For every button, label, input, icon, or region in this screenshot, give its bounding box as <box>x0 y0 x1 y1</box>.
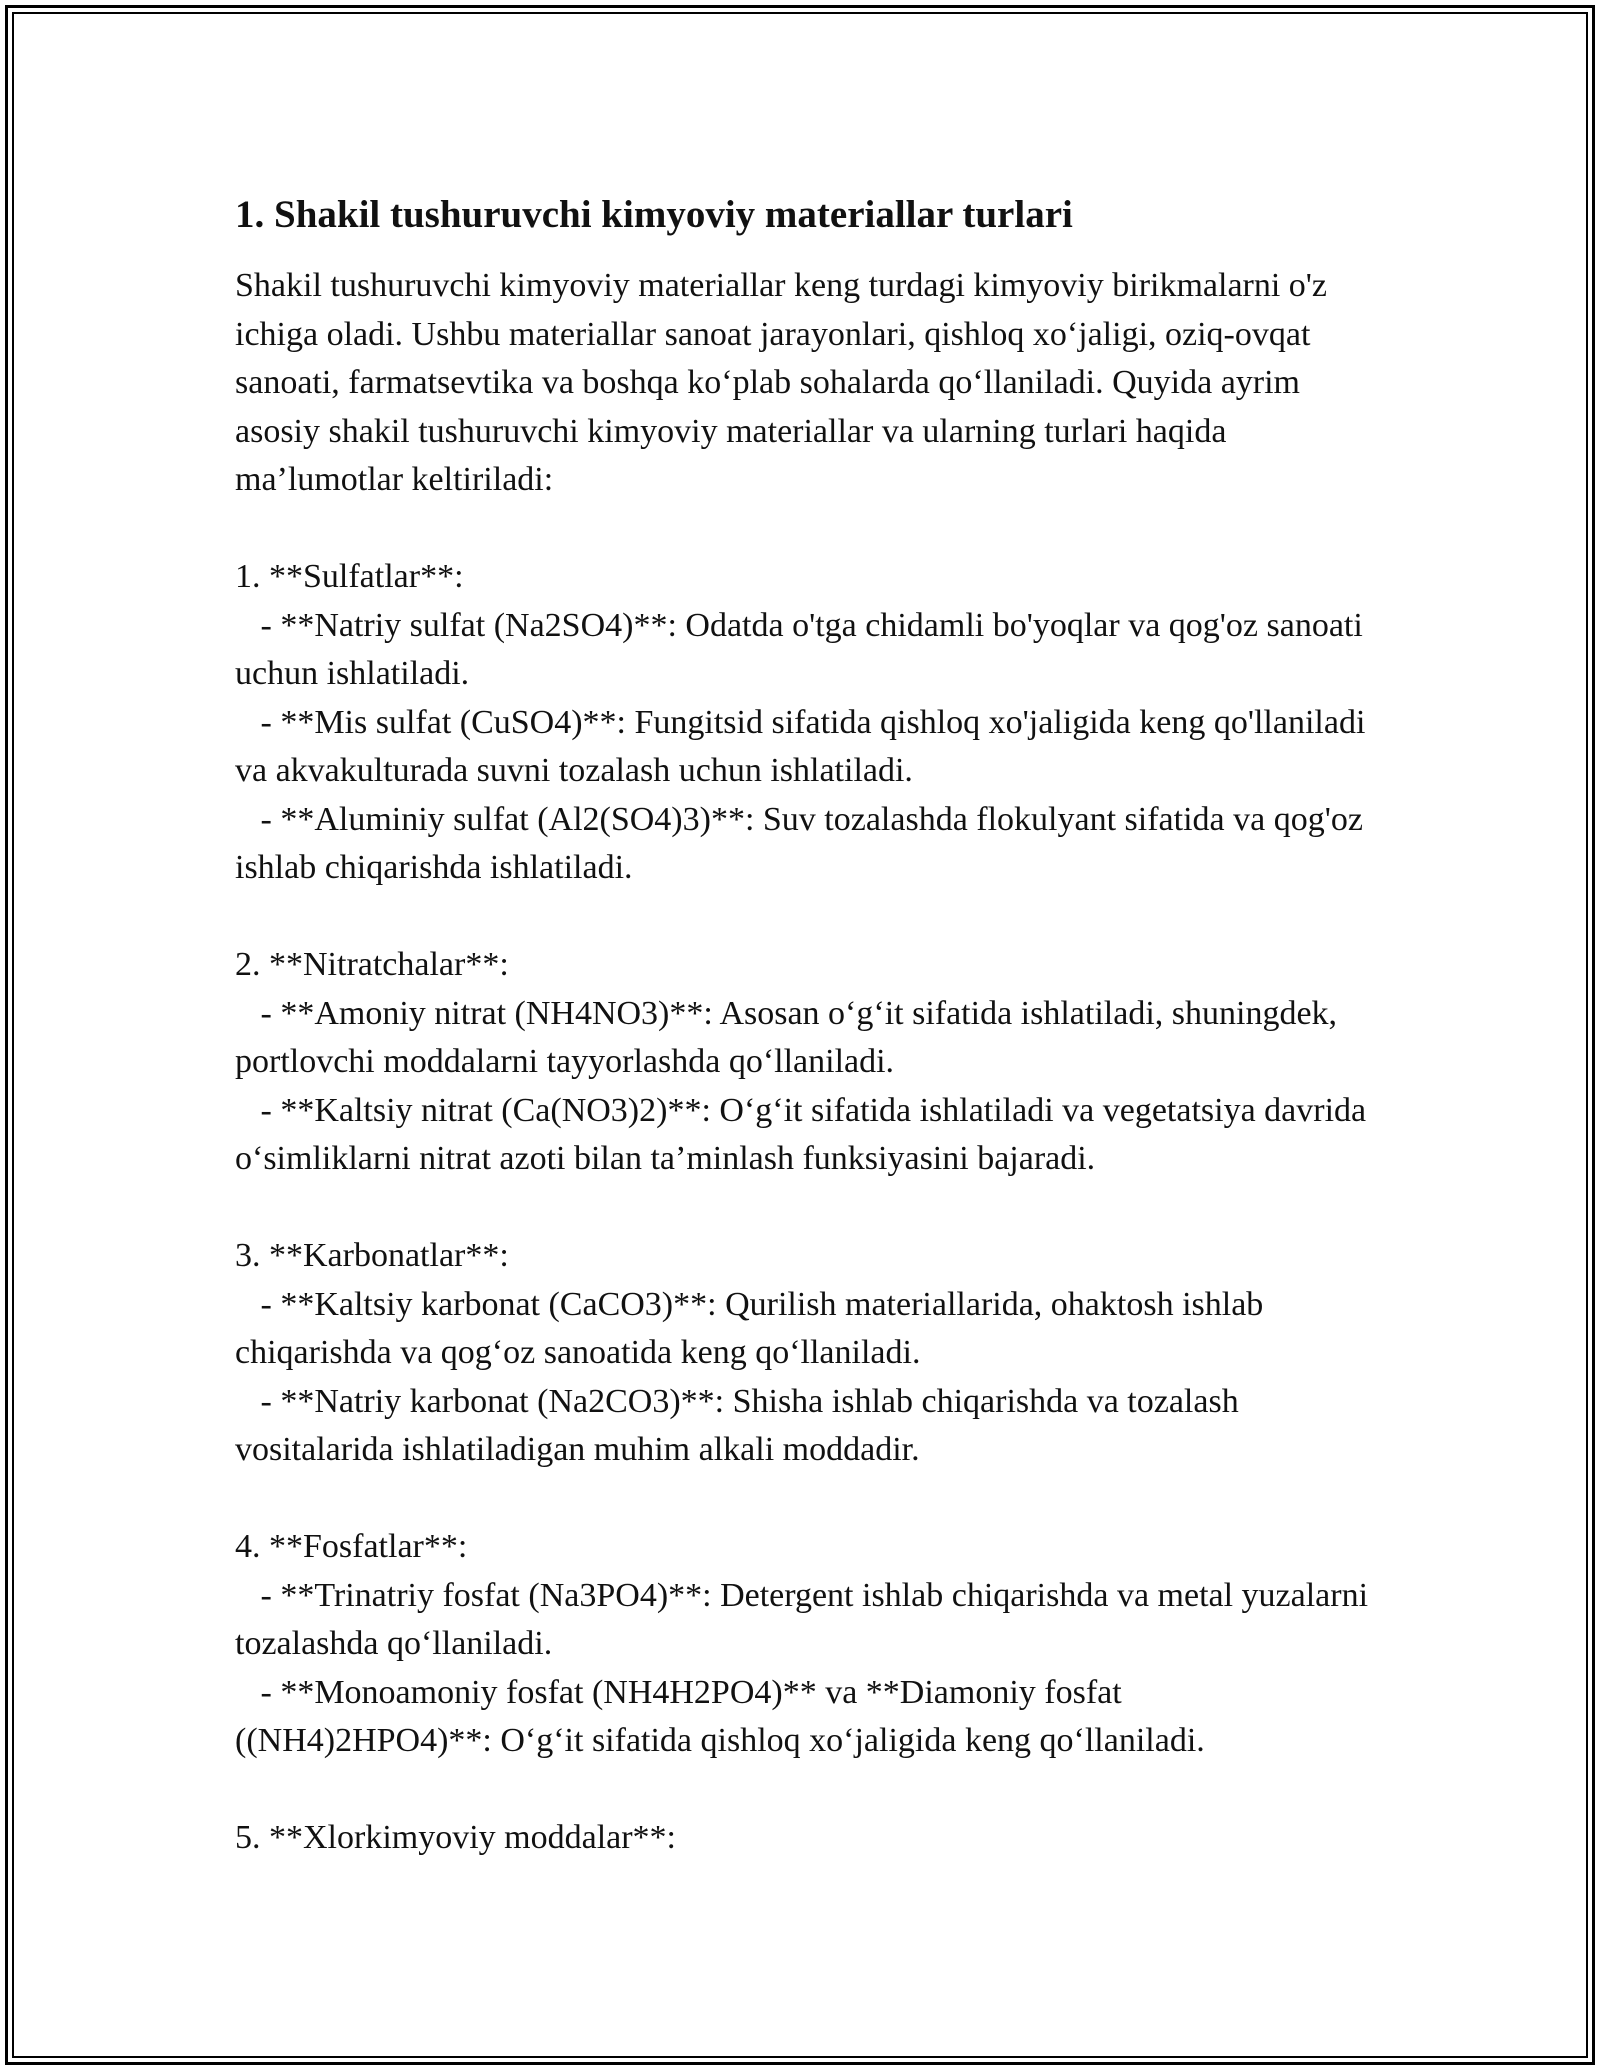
document-title: 1. Shakil tushuruvchi kimyoviy materiallar turlari <box>235 193 1073 236</box>
document-page <box>235 190 1385 1863</box>
document-body: Shakil tushuruvchi kimyoviy materiallar keng turdagi kimyoviy birikmalarni o'z ichiga oladi. Ushbu materiallar sanoat jarayonlari, qishloq xo‘jaligi, oziq-ovqat sanoati, farmatsevtika va boshqa ko‘plab sohalarda qo‘llaniladi. Quyida ayrim asosiy shakil tushuruvchi kimyoviy materiallar va ularning turlari haqida ma’lumotlar keltiriladi: 1. **Sulfatlar**: - **Natriy sulfat (Na2SO4)**: Odatda o'tga chidamli bo'yoqlar va qog'oz sanoati uchun ishlatiladi. - **Mis sulfat (CuSO4)**: Fungitsid sifatida qishloq xo'jaligida keng qo'llaniladi va akvakulturada suvni tozalash uchun ishlatiladi. - **Aluminiy sulfat (Al2(SO4)3)**: Suv tozalashda flokulyant sifatida va qog'oz ishlab chiqarishda ishlatiladi. 2. **Nitratchalar**: - **Amoniy nitrat (NH4NO3)**: Asosan o‘g‘it sifatida ishlatiladi, shuningdek, portlovchi moddalarni tayyorlashda qo‘llaniladi. - **Kaltsiy nitrat (Ca(NO3)2)**: O‘g‘it sifatida ishlatiladi va vegetatsiya davrida o‘simliklarni nitrat azoti bilan ta’minlash funksiyasini bajaradi. 3. **Karbonatlar**: - **Kaltsiy karbonat (CaCO3)**: Qurilish materiallarida, ohaktosh ishlab chiqarishda va qog‘oz sanoatida keng qo‘llaniladi. - **Natriy karbonat (Na2CO3)**: Shisha ishlab chiqarishda va tozalash vositalarida ishlatiladigan muhim alkali moddadir. 4. **Fosfatlar**: - **Trinatriy fosfat (Na3PO4)**: Detergent ishlab chiqarishda va metal yuzalarni tozalashda qo‘llaniladi. - **Monoamoniy fosfat (NH4H2PO4)** va **Diamoniy fosfat ((NH4)2HPO4)**: O‘g‘it sifatida qishloq xo‘jaligida keng qo‘llaniladi. 5. **Xlorkimyoviy moddalar**: <box>235 267 1369 1856</box>
